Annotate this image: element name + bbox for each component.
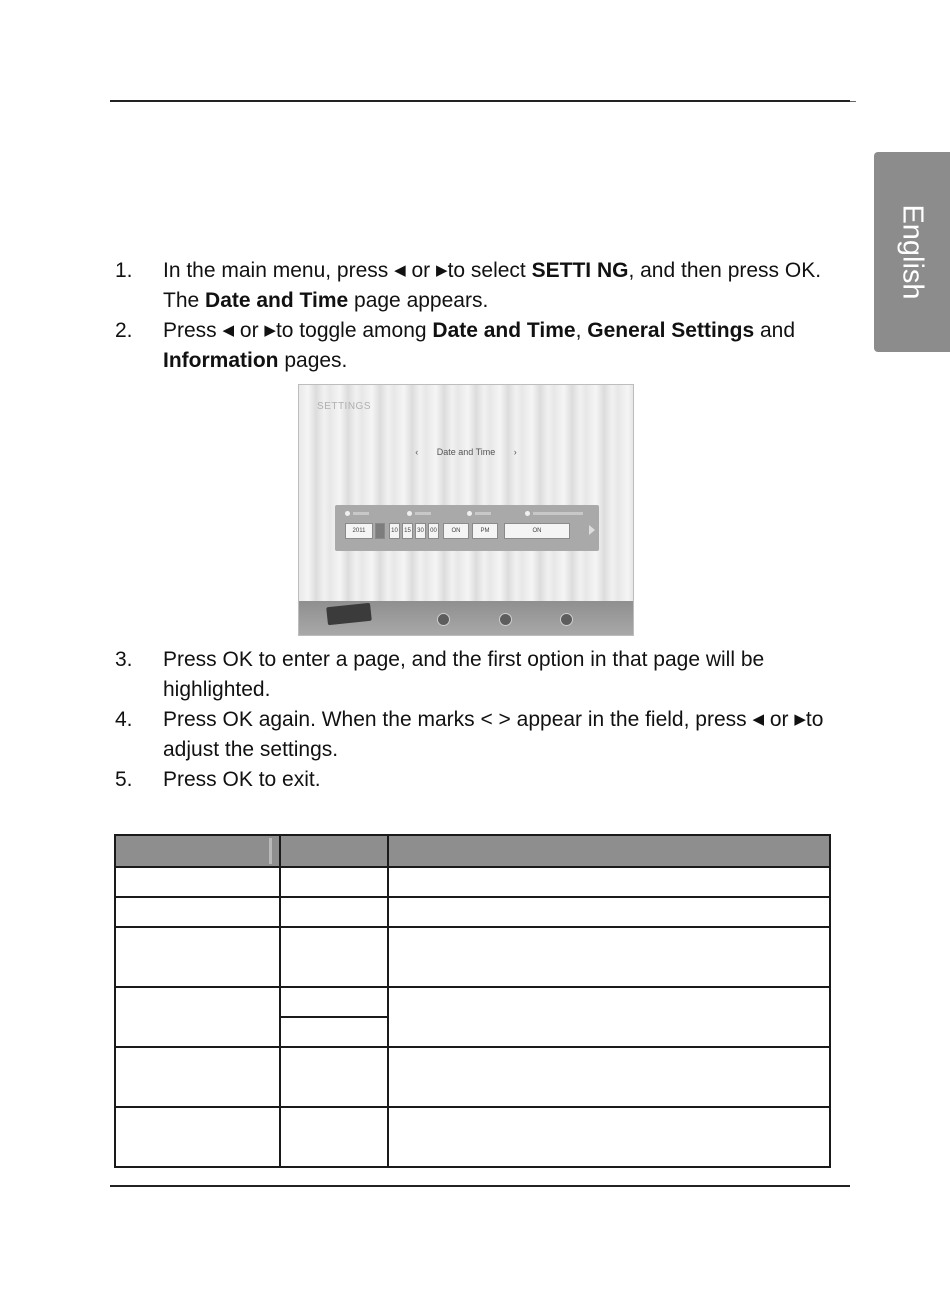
table-row <box>115 927 830 987</box>
screenshot-field: PM <box>472 523 498 539</box>
screenshot-field: 30 <box>415 523 426 539</box>
field-label-bar <box>475 512 491 515</box>
screenshot-nav-right-icon: › <box>513 447 517 457</box>
table-cell <box>280 867 388 897</box>
screenshot-nav-label: Date and Time <box>436 447 496 457</box>
step-text-segment: In the main menu, press <box>163 259 395 282</box>
table-cell <box>115 987 280 1047</box>
step-text-segment: , <box>575 319 588 342</box>
step-text-segment: Press OK to enter a page, and the first option in that page will be highlighted. <box>163 648 765 701</box>
right-arrow-icon: ▶ <box>436 262 448 279</box>
table-cell <box>388 1107 830 1167</box>
steps-list-a <box>115 256 855 376</box>
step-text-segment: pages. <box>278 349 348 372</box>
bottom-rule <box>110 1185 850 1187</box>
panel-right-arrow-icon <box>589 525 595 535</box>
table-cell <box>115 867 280 897</box>
table-cell <box>280 1017 388 1047</box>
screenshot-page-nav <box>299 447 633 457</box>
table-cell <box>115 927 280 987</box>
table-cell <box>388 927 830 987</box>
step-number: 3. <box>115 648 133 671</box>
date-dot-icon <box>345 511 350 516</box>
screenshot-title: SETTINGS <box>317 401 372 412</box>
right-arrow-icon: ▶ <box>264 322 276 339</box>
step-text <box>163 765 855 795</box>
table-cell <box>280 897 388 927</box>
step-item <box>115 705 855 765</box>
screenshot-field: ON <box>443 523 469 539</box>
screenshot-field: ON <box>504 523 570 539</box>
table-cell <box>280 1107 388 1167</box>
screenshot-logo <box>326 603 372 626</box>
step-text-segment: page appears. <box>348 289 489 312</box>
table-cell <box>388 1047 830 1107</box>
bold-term: General Settings <box>587 319 755 342</box>
step-text <box>163 256 855 316</box>
table-cell <box>115 1047 280 1107</box>
field-label-bar <box>353 512 369 515</box>
step-text <box>163 316 855 376</box>
step-text-segment: or <box>234 319 265 342</box>
field-label-bar <box>415 512 431 515</box>
step-text-segment: to select <box>447 259 532 282</box>
step-text-segment: to toggle among <box>275 319 433 342</box>
screenshot-field-labels <box>345 511 595 519</box>
screenshot-bottom-bar <box>299 601 633 635</box>
bold-term: Date and Time <box>205 289 349 312</box>
table-header-cell <box>388 835 830 867</box>
table-cell <box>388 987 830 1047</box>
field-label-bar <box>533 512 583 515</box>
step-number: 5. <box>115 768 133 791</box>
step-number: 1. <box>115 259 133 282</box>
step-text-segment: Press OK again. When the marks < > appear in the field, press <box>163 708 753 731</box>
step-number: 2. <box>115 319 133 342</box>
table-cell <box>280 987 388 1017</box>
table-cell <box>115 1107 280 1167</box>
screenshot-nav-left-icon: ‹ <box>415 447 419 457</box>
left-arrow-icon: ◀ <box>394 262 406 279</box>
time-dot-icon <box>407 511 412 516</box>
step-text-segment: or <box>405 259 437 282</box>
step-item <box>115 256 855 316</box>
table-row <box>115 987 830 1017</box>
table-row <box>115 1047 830 1107</box>
table-cell <box>280 927 388 987</box>
clock-dot-icon <box>467 511 472 516</box>
step-text-segment: Press <box>163 319 223 342</box>
screenshot-field: 15 <box>402 523 413 539</box>
language-tab-label: English <box>896 204 929 300</box>
table-row <box>115 897 830 927</box>
step-text-segment: and <box>754 319 795 342</box>
screenshot-button-icon <box>560 613 573 626</box>
language-tab <box>874 152 950 352</box>
settings-table <box>114 834 831 1182</box>
table-header-cell <box>115 835 280 867</box>
step-item <box>115 765 855 795</box>
alarm-dot-icon <box>525 511 530 516</box>
step-number: 4. <box>115 708 133 731</box>
table-cell <box>280 1047 388 1107</box>
table-cell <box>115 897 280 927</box>
steps-list-b <box>115 645 855 795</box>
screenshot-button-icon <box>437 613 450 626</box>
right-arrow-icon: ▶ <box>794 711 806 728</box>
step-text <box>163 705 855 765</box>
bold-term: Date and Time <box>432 319 576 342</box>
step-text-segment: or <box>764 708 795 731</box>
screenshot-field: 00 <box>428 523 439 539</box>
screenshot-field: 10 <box>389 523 400 539</box>
table-header-cell <box>280 835 388 867</box>
table-row <box>115 867 830 897</box>
screenshot-date-time-panel <box>335 505 599 551</box>
bold-term: SETTI NG <box>531 259 629 282</box>
left-arrow-icon: ◀ <box>752 711 765 728</box>
table-cell <box>388 867 830 897</box>
screenshot-fields <box>345 523 590 539</box>
table-cell <box>388 897 830 927</box>
table-row <box>115 1107 830 1167</box>
screenshot-field <box>375 523 385 539</box>
top-rule <box>110 100 850 102</box>
step-text-segment: to adjust the settings. <box>163 708 824 761</box>
step-text-segment: , and then press OK. The <box>163 259 822 312</box>
step-item <box>115 645 855 705</box>
bold-term: Information <box>163 349 279 372</box>
screenshot-button-icon <box>499 613 512 626</box>
header-divider <box>269 838 272 864</box>
left-arrow-icon: ◀ <box>222 322 235 339</box>
top-rule-tail <box>850 101 856 102</box>
screenshot-field: 2011 <box>345 523 373 539</box>
step-item <box>115 316 855 376</box>
step-text-segment: Press OK to exit. <box>163 768 321 791</box>
settings-screenshot <box>298 384 634 636</box>
step-text <box>163 645 855 705</box>
